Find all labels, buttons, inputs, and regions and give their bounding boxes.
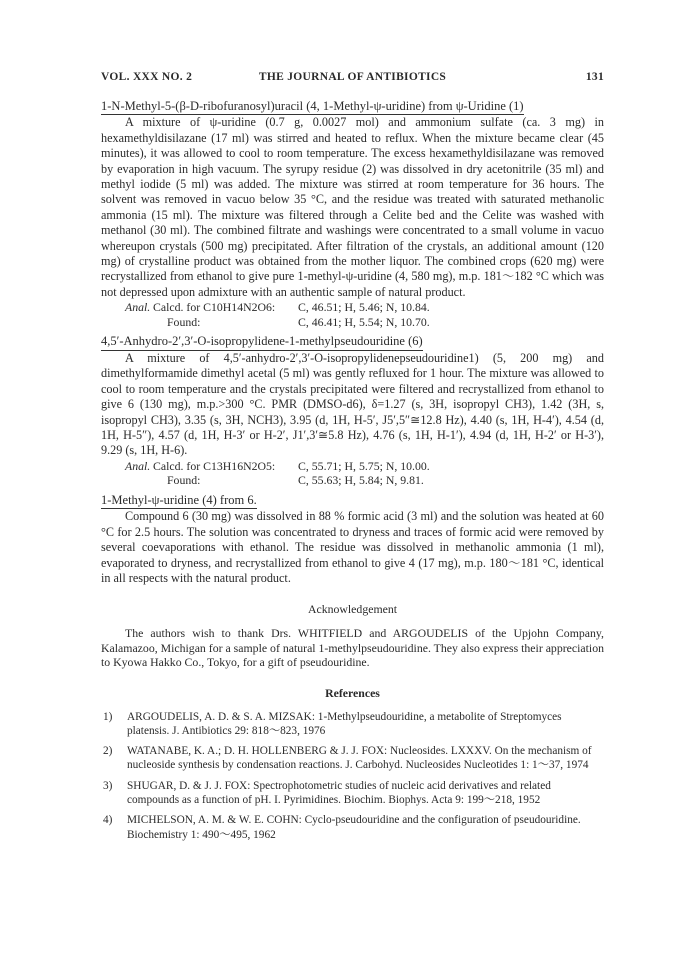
section-methyl-uridine-from-6 [101,493,604,586]
reference-number: 1) [103,710,113,723]
reference-item [101,813,604,842]
reference-number: 2) [103,745,113,758]
found-label: Found: [167,473,201,488]
section-paragraph: Compound 6 (30 mg) was dissolved in 88 % formic acid (3 ml) and the solution was heated at 60 °C for 2.5 hours. The solution was concentrated to dryness and traces of formic acid were removed by several coevaporations with ethanol. The residue was dissolved in methanolic ammonia (1 ml), evaporated to dryness, and recrystallized from ethanol to give 4 (17 mg), m.p. 180～181 °C, identical in all respects with the natural product. [101,509,604,585]
section-anhydro-compound [101,334,604,487]
analysis-label: Anal. [125,300,151,315]
page-number: 131 [585,71,604,83]
analysis-label: Anal. [125,458,151,473]
reference-number: 4) [103,814,113,827]
found-label: Found: [167,314,201,329]
section-heading: 4,5′-Anhydro-2′,3′-O-isopropylidene-1-methylpseudouridine (6) [101,334,423,350]
running-head [101,70,604,86]
elemental-analysis [125,300,604,329]
reference-item [101,779,604,808]
calcd-label: Calcd. for C10H14N2O6: [153,300,276,315]
found-values: C, 55.63; H, 5.84; N, 9.81. [298,473,424,488]
reference-item [101,710,604,739]
volume-number: VOL. XXX NO. 2 [101,71,193,83]
reference-number: 3) [103,779,113,792]
reference-text: ARGOUDELIS, A. D. & S. A. MIZSAK: 1-Methylpseudouridine, a metabolite of Streptomyces platensis. J. Antibiotics 29: 818～823, 1976 [127,710,562,737]
acknowledgement-title: Acknowledgement [307,602,398,617]
reference-text: SHUGAR, D. & J. J. FOX: Spectrophotometric studies of nucleic acid derivatives and related compounds as a function of pH. I. Pyrimidines. Biochim. Biophys. Acta 9: 199～218, 1952 [127,779,551,807]
calcd-values: C, 46.51; H, 5.46; N, 10.84. [298,300,430,315]
journal-title: THE JOURNAL OF ANTIBIOTICS [258,71,447,83]
reference-text: WATANABE, K. A.; D. H. HOLLENBERG & J. J. FOX: Nucleosides. LXXXV. On the mechanism of nucleoside synthesis by condensation reactions. J. Carbohyd. Nucleosides Nucleotides 1: 1～37, 1974 [127,745,592,772]
reference-item [101,744,604,773]
acknowledgement [101,602,604,670]
reference-text: MICHELSON, A. M. & W. E. COHN: Cyclo-pseudouridine and the configuration of pseudouridine. Biochemistry 1: 490～495, 1962 [127,814,581,841]
acknowledgement-text: The authors wish to thank Drs. WHITFIELD and ARGOUDELIS of the Upjohn Company, Kalamazoo, Michigan for a sample of natural 1-methylpseudouridine. They also express their appreciation to Kyowa Hakko Co., Tokyo, for a gift of pseudouridine. [101,625,604,670]
elemental-analysis [125,459,604,488]
references-title: References [325,686,380,701]
section-heading: 1-N-Methyl-5-(β-D-ribofuranosyl)uracil (4, 1-Methyl-ψ-uridine) from ψ-Uridine (1) [101,99,524,115]
section-preparation-from-pseudouridine [101,99,604,329]
found-values: C, 46.41; H, 5.54; N, 10.70. [298,314,430,329]
calcd-label: Calcd. for C13H16N2O5: [153,458,276,473]
section-paragraph: A mixture of ψ-uridine (0.7 g, 0.0027 mol) and ammonium sulfate (ca. 3 mg) in hexamethyldisilazane (17 ml) was stirred and heated to reflux. When the mixture became clear (45 minutes), it was allowed to cool to room temperature. The excess hexamethyldisilazane was removed by evaporation in high vacuum. The syrupy residue (2) was dissolved in dry acetonitrile (35 ml) and methyl iodide (5 ml) was added. The mixture was stirred at room temperature for 36 hours. The solvent was removed in vacuo below 35 °C, and the residue was treated with saturated methanolic ammonia (15 ml). The mixture was filtered through a Celite bed and the Celite was washed with methanol (30 ml). The combined filtrate and washings were concentrated to a small volume in vacuo whereupon crystals (500 mg) precipitated. After filtration of the crystals, an additional amount (120 mg) of crystalline product was obtained from the mother liquor. The combined crops (620 mg) were recrystallized from ethanol to give pure 1-methyl-ψ-uridine (4, 580 mg), m.p. 181～182 °C which was not depressed upon admixture with an authentic sample of natural product. [101,115,604,299]
section-heading: 1-Methyl-ψ-uridine (4) from 6. [101,493,257,509]
section-paragraph: A mixture of 4,5′-anhydro-2′,3′-O-isopropylidenepseudouridine1) (5, 200 mg) and dimethylformamide dimethyl acetal (5 ml) was gently refluxed for 1 hour. The mixture was allowed to cool to room temperature and the crystals precipitated were filtered and recrystallized from ethanol to give 6 (130 mg), m.p.>300 °C. PMR (DMSO-d6), δ=1.27 (s, 3H, isopropyl CH3), 1.42 (3H, s, isopropyl CH3), 3.35 (s, 3H, NCH3), 3.95 (d, 1H, H-5′, J5′,5″≅12.8 Hz), 4.40 (s, 1H, H-4′), 4.54 (d, 1H, H-5″), 4.57 (d, 1H, H-3′ or H-2′, J1′,3′≅5.8 Hz), 4.76 (s, 1H, H-1′), 4.94 (d, 1H, H-2′ or H-3′), 9.29 (s, 1H, H-6). [101,350,604,458]
references [101,686,604,842]
article-body [101,99,604,848]
calcd-values: C, 55.71; H, 5.75; N, 10.00. [298,458,430,473]
